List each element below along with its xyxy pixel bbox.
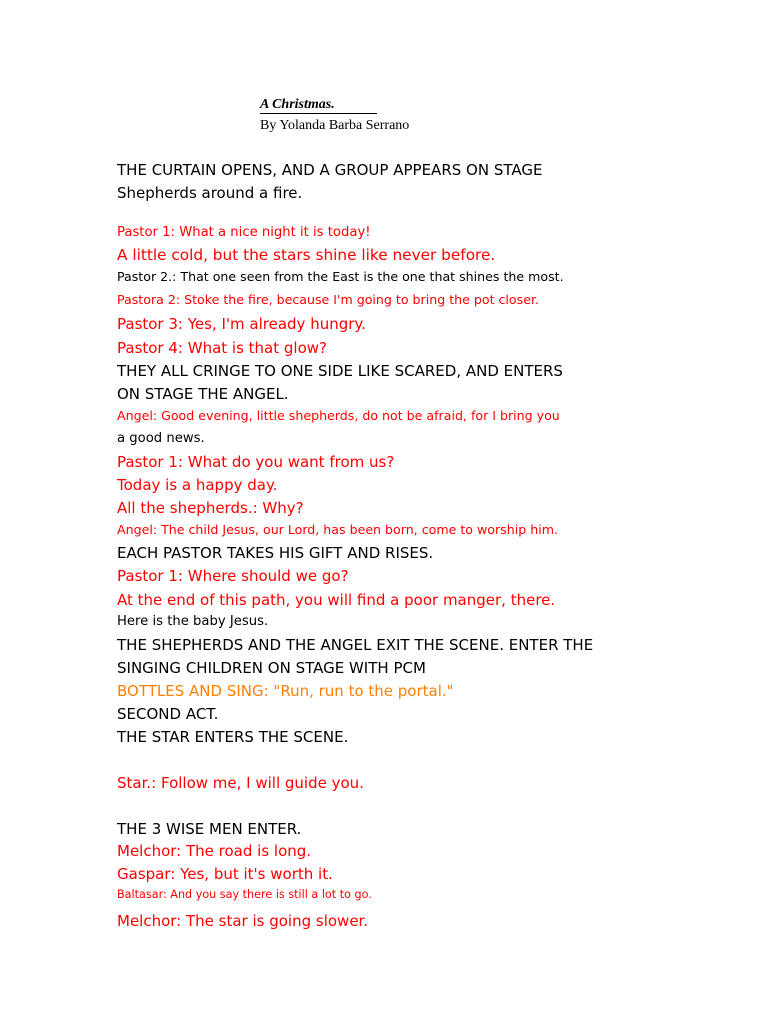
dialogue-line: Angel: Good evening, little shepherds, do not be afraid, for I bring you — [117, 408, 560, 423]
document-author: By Yolanda Barba Serrano — [260, 118, 410, 133]
stage-direction: SECOND ACT. — [117, 705, 219, 723]
dialogue-line: Pastora 2: Stoke the fire, because I'm going to bring the pot closer. — [117, 292, 539, 307]
dialogue-line: Gaspar: Yes, but it's worth it. — [117, 865, 333, 883]
stage-direction: Shepherds around a fire. — [117, 184, 303, 202]
dialogue-line: Today is a happy day. — [117, 476, 278, 494]
dialogue-line: A little cold, but the stars shine like never before. — [117, 246, 496, 264]
dialogue-line: Pastor 3: Yes, I'm already hungry. — [117, 315, 366, 333]
stage-direction: THE CURTAIN OPENS, AND A GROUP APPEARS ON STAGE — [117, 161, 543, 179]
document-title: A Christmas. — [260, 96, 377, 114]
stage-direction: THE STAR ENTERS THE SCENE. — [117, 728, 349, 746]
dialogue-line: Angel: The child Jesus, our Lord, has been born, come to worship him. — [117, 522, 558, 537]
dialogue-line: At the end of this path, you will find a poor manger, there. — [117, 591, 556, 609]
stage-direction: SINGING CHILDREN ON STAGE WITH PCM — [117, 659, 426, 677]
dialogue-line: Pastor 1: What do you want from us? — [117, 453, 395, 471]
dialogue-line: Pastor 1: What a nice night it is today! — [117, 225, 371, 240]
dialogue-line: Star.: Follow me, I will guide you. — [117, 774, 364, 792]
dialogue-line: Pastor 2.: That one seen from the East is the one that shines the most. — [117, 269, 564, 284]
stage-direction: THE SHEPHERDS AND THE ANGEL EXIT THE SCENE. ENTER THE — [117, 636, 594, 654]
dialogue-line: All the shepherds.: Why? — [117, 499, 304, 517]
dialogue-line: Baltasar: And you say there is still a lot to go. — [117, 888, 372, 901]
dialogue-line: Here is the baby Jesus. — [117, 614, 269, 629]
dialogue-line: Melchor: The star is going slower. — [117, 912, 369, 930]
dialogue-line: a good news. — [117, 431, 205, 446]
dialogue-line: Pastor 1: Where should we go? — [117, 567, 349, 585]
dialogue-line: Melchor: The road is long. — [117, 842, 312, 860]
stage-direction: ON STAGE THE ANGEL. — [117, 385, 289, 403]
stage-direction: EACH PASTOR TAKES HIS GIFT AND RISES. — [117, 544, 434, 562]
stage-direction: THEY ALL CRINGE TO ONE SIDE LIKE SCARED, AND ENTERS — [117, 362, 563, 380]
song-line: BOTTLES AND SING: "Run, run to the portal." — [117, 682, 454, 700]
dialogue-line: Pastor 4: What is that glow? — [117, 339, 327, 357]
stage-direction: THE 3 WISE MEN ENTER. — [117, 820, 302, 838]
